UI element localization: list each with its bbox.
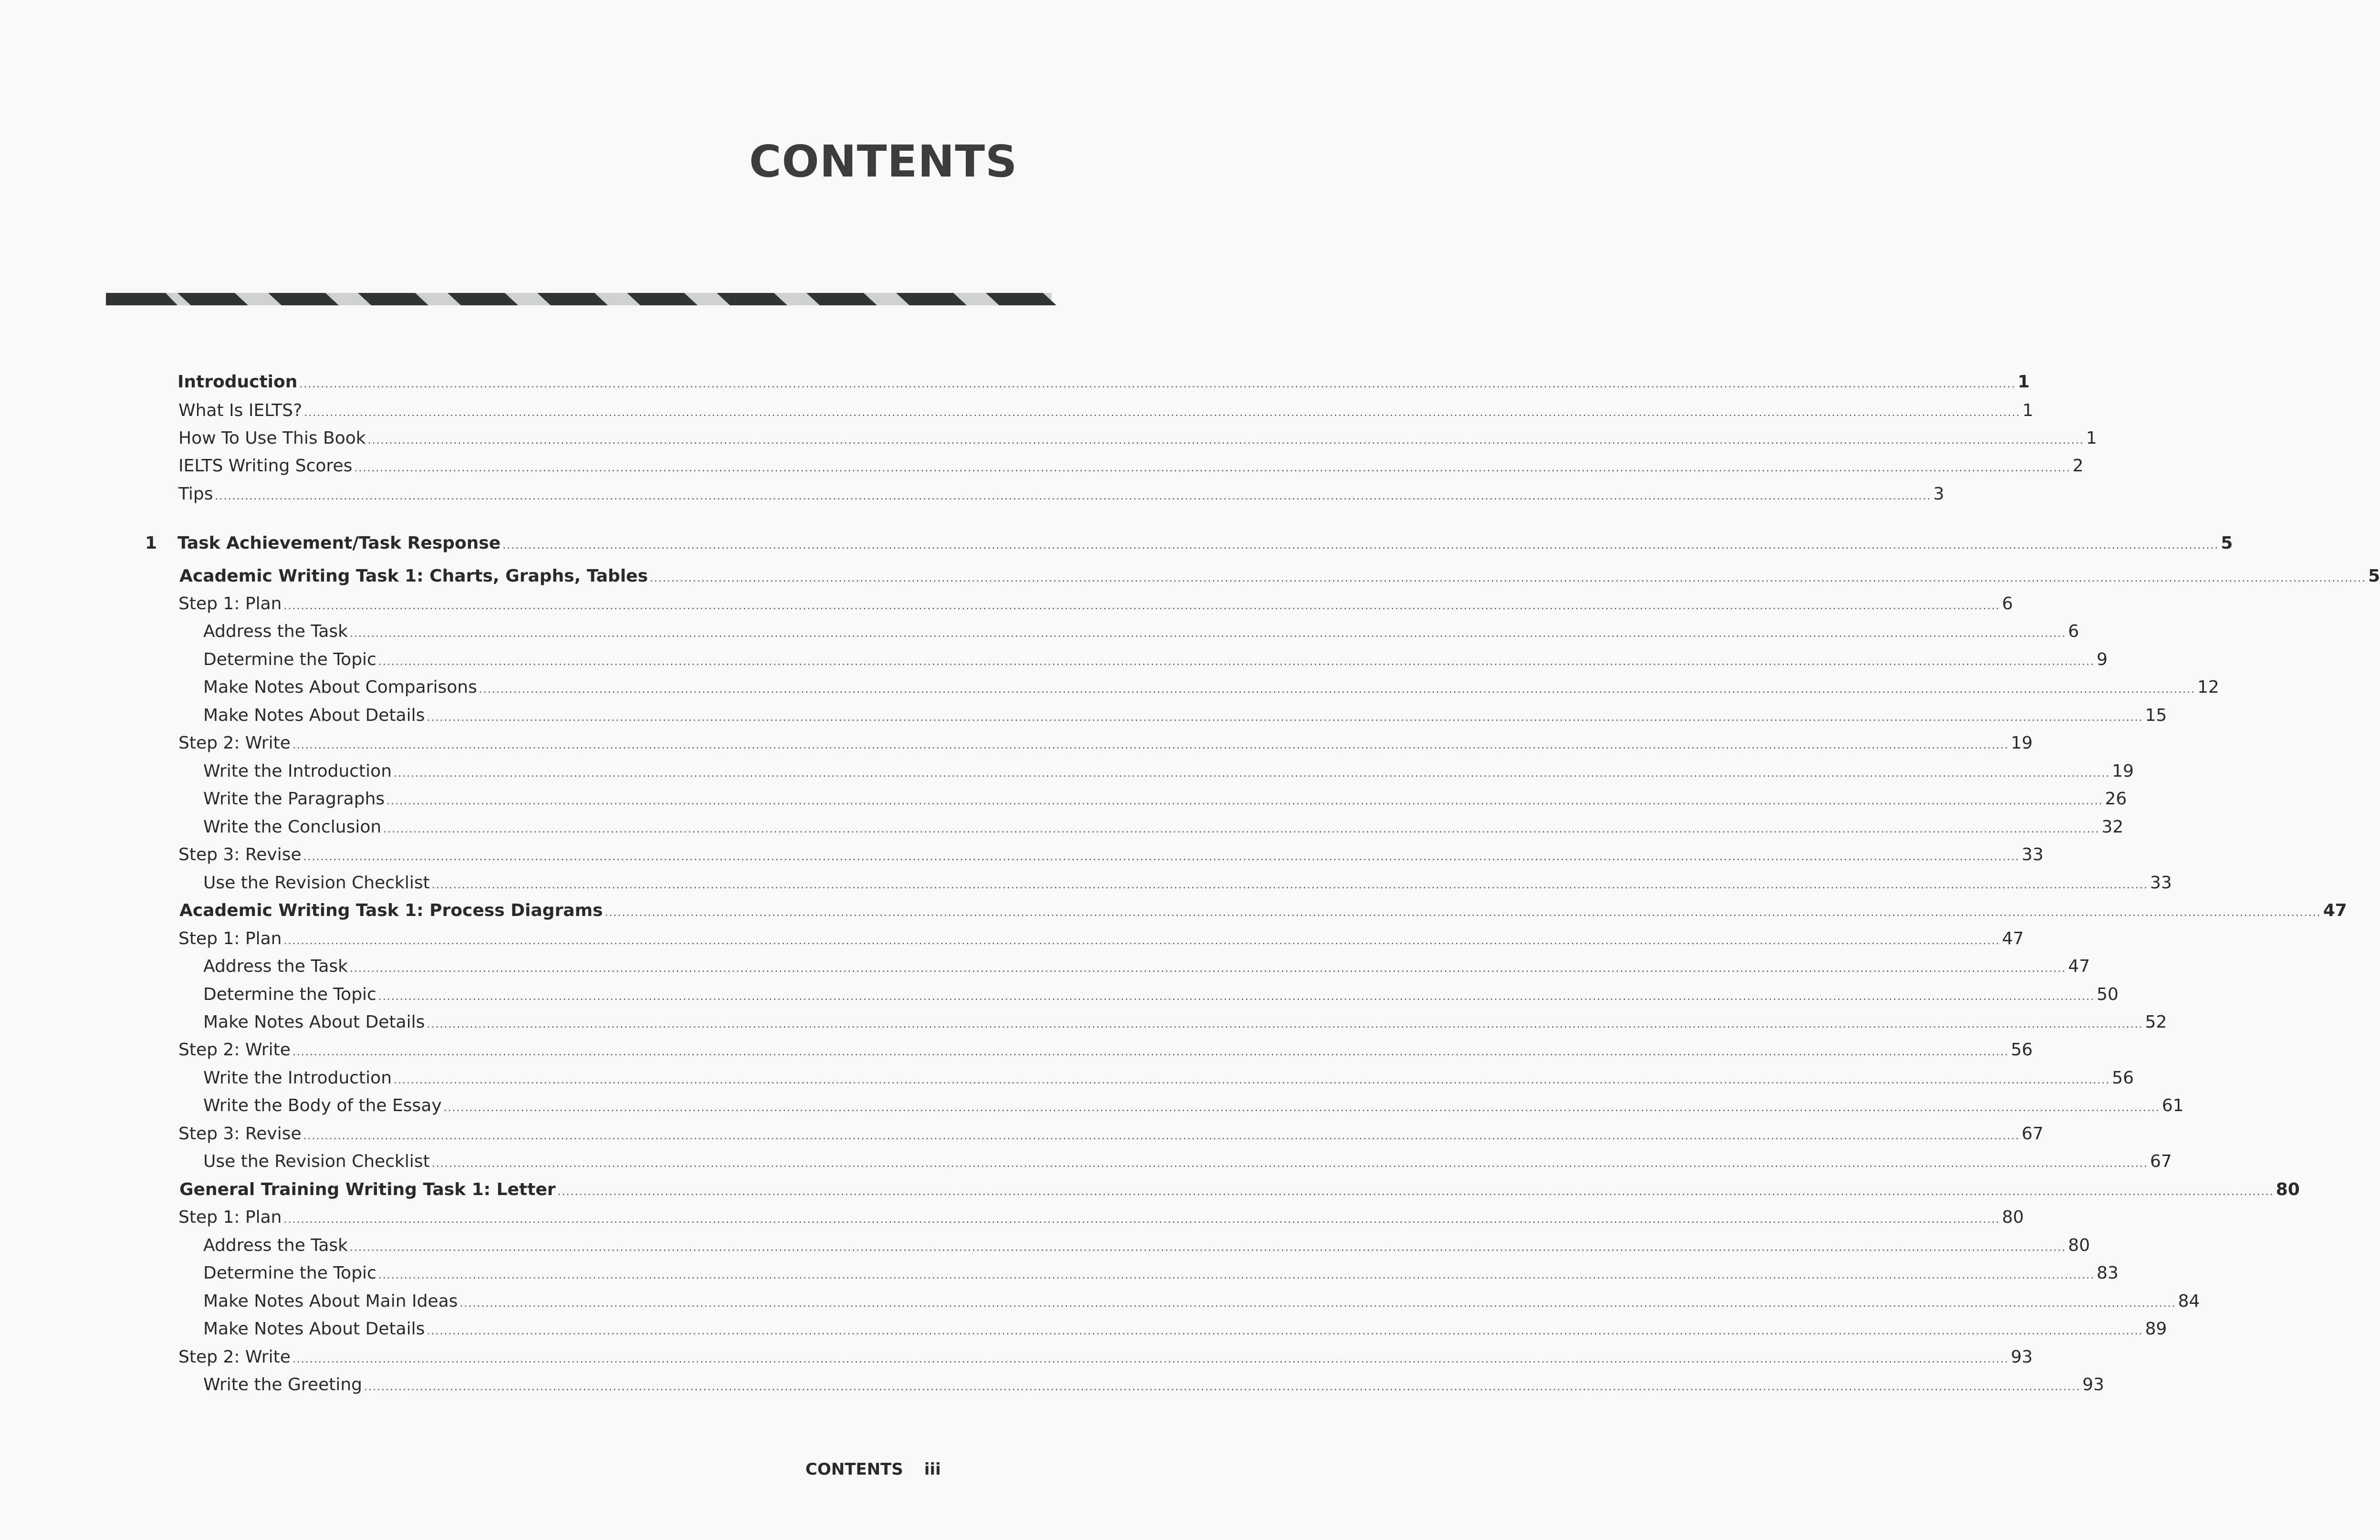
toc-entry [0,401,2034,429]
toc-entry-label: Address the Task [203,622,348,641]
toc-entry-label: Address the Task [203,957,348,976]
toc-entry-page: 6 [2068,622,2079,641]
toc-entry-page: 33 [2150,873,2172,893]
toc-entry-label: Write the Body of the Essay [203,1096,442,1115]
dot-leader: ................................................................................................................................................................................................................................................................................................................................................................................................................ [649,572,2367,584]
dot-leader: ................................................................................................................................................................................................................................................................................................................................................................................................................ [350,963,2067,975]
toc-entry [0,372,2030,401]
toc-entry [0,901,2347,929]
toc-entry-label: Step 2: Write [178,1040,291,1060]
dot-leader: ................................................................................................................................................................................................................................................................................................................................................................................................................ [427,1019,2143,1030]
toc-entry-label: Write the Introduction [203,1068,392,1088]
dot-leader: ................................................................................................................................................................................................................................................................................................................................................................................................................ [292,739,2009,751]
dot-leader: ................................................................................................................................................................................................................................................................................................................................................................................................................ [427,1325,2143,1337]
toc-entry [0,957,2090,985]
toc-entry-page: 12 [2197,677,2219,697]
toc-entry-label: Make Notes About Details [203,1319,425,1339]
dot-leader: ................................................................................................................................................................................................................................................................................................................................................................................................................ [283,935,2000,947]
dot-leader: ................................................................................................................................................................................................................................................................................................................................................................................................................ [304,407,2021,419]
toc-entry-page: 50 [2097,985,2119,1004]
toc-entry [0,929,2024,957]
dot-leader: ................................................................................................................................................................................................................................................................................................................................................................................................................ [283,1214,2000,1226]
toc-entry [0,1263,2119,1292]
toc-entry-label: Use the Revision Checklist [203,873,430,893]
toc-entry-label: Step 1: Plan [178,1207,282,1227]
toc-entry [0,1040,2033,1069]
toc-entry [0,456,2084,485]
toc-entry-label: Write the Conclusion [203,817,382,837]
toc-entry [0,873,2172,902]
dot-leader: ................................................................................................................................................................................................................................................................................................................................................................................................................ [394,1074,2110,1086]
toc-entry [0,1096,2184,1124]
toc-entry-page: 6 [2002,594,2013,614]
toc-entry-page: 15 [2145,706,2167,725]
toc-entry-label: What Is IELTS? [178,401,303,420]
toc-entry-label: Make Notes About Details [203,706,425,725]
dot-leader: ................................................................................................................................................................................................................................................................................................................................................................................................................ [386,795,2103,807]
toc-entry-page: 5 [2221,533,2233,553]
toc-entry-label: Task Achievement/Task Response [177,533,501,553]
toc-entry-page: 52 [2145,1012,2167,1032]
toc-entry-label: Step 3: Revise [178,1124,302,1144]
toc-entry [0,650,2108,678]
dot-leader: ................................................................................................................................................................................................................................................................................................................................................................................................................ [378,656,2095,668]
dot-leader: ................................................................................................................................................................................................................................................................................................................................................................................................................ [427,712,2143,724]
toc-entry-label: Step 1: Plan [178,594,282,614]
footer-section: CONTENTS [805,1460,903,1479]
dot-leader: ................................................................................................................................................................................................................................................................................................................................................................................................................ [299,378,2016,390]
toc-entry-page: 80 [2276,1180,2300,1199]
dot-leader: ................................................................................................................................................................................................................................................................................................................................................................................................................ [443,1102,2160,1114]
toc-entry-label: Determine the Topic [203,1263,376,1283]
dot-leader: ................................................................................................................................................................................................................................................................................................................................................................................................................ [350,628,2067,640]
toc-entry-page: 89 [2145,1319,2167,1339]
toc-entry-page: 83 [2097,1263,2119,1283]
toc-entry-label: Use the Revision Checklist [203,1152,430,1171]
toc-entry-label: Step 2: Write [178,733,291,753]
toc-entry [0,1319,2167,1348]
dot-leader: ................................................................................................................................................................................................................................................................................................................................................................................................................ [215,490,1931,502]
footer-page-number: iii [924,1460,941,1479]
toc-entry [0,1152,2172,1180]
toc-entry [0,1347,2033,1376]
toc-entry-label: Make Notes About Main Ideas [203,1291,458,1311]
toc-entry-label: How To Use This Book [178,428,366,448]
toc-entry [0,1124,2044,1153]
toc-entry-label: Determine the Topic [203,650,376,669]
toc-entry [0,594,2013,623]
toc-entry [0,1207,2024,1236]
toc-entry [0,484,1944,513]
toc-entry-page: 67 [2150,1152,2172,1171]
dot-leader: ................................................................................................................................................................................................................................................................................................................................................................................................................ [479,684,2196,696]
toc-entry-label: IELTS Writing Scores [178,456,353,476]
toc-entry [0,706,2167,734]
toc-entry-page: 61 [2161,1096,2184,1115]
toc-entry [0,817,2124,846]
toc-entry-label: Write the Greeting [203,1375,362,1394]
dot-leader: ................................................................................................................................................................................................................................................................................................................................................................................................................ [292,1353,2009,1365]
page-footer [805,1460,941,1479]
toc-entry [0,761,2134,790]
toc-entry-label: Address the Task [203,1236,348,1255]
toc-entry [0,622,2079,650]
dot-leader: ................................................................................................................................................................................................................................................................................................................................................................................................................ [383,823,2100,835]
toc-entry [0,1180,2300,1208]
toc-entry-label: Academic Writing Task 1: Process Diagrams [179,901,603,920]
toc-entry [0,1375,2105,1404]
dot-leader: ................................................................................................................................................................................................................................................................................................................................................................................................................ [557,1186,2274,1198]
toc-entry-page: 56 [2112,1068,2134,1088]
toc-entry-page: 19 [2011,733,2033,753]
dot-leader: ................................................................................................................................................................................................................................................................................................................................................................................................................ [364,1381,2081,1393]
toc-entry [0,1012,2167,1041]
toc-entry-page: 1 [2022,401,2034,420]
dot-leader: ................................................................................................................................................................................................................................................................................................................................................................................................................ [292,1046,2009,1058]
toc-entry-label: Step 3: Revise [178,845,302,864]
dot-leader: ................................................................................................................................................................................................................................................................................................................................................................................................................ [431,1158,2148,1170]
decorative-stripe-bar [106,292,1052,306]
dot-leader: ................................................................................................................................................................................................................................................................................................................................................................................................................ [367,435,2084,447]
toc-entry-page: 1 [2086,428,2097,448]
toc-entry-label: Step 2: Write [178,1347,291,1367]
dot-leader: ................................................................................................................................................................................................................................................................................................................................................................................................................ [502,540,2219,551]
toc-entry-label: Academic Writing Task 1: Charts, Graphs, Tables [179,566,648,586]
toc-entry [0,845,2044,874]
toc-entry-page: 26 [2105,789,2127,809]
toc-entry-page: 1 [2017,372,2030,392]
toc-entry [0,566,2380,595]
toc-entry-page: 47 [2323,901,2347,920]
dot-leader: ................................................................................................................................................................................................................................................................................................................................................................................................................ [394,768,2110,780]
dot-leader: ................................................................................................................................................................................................................................................................................................................................................................................................................ [354,462,2071,474]
toc-entry-label: Write the Introduction [203,761,392,781]
toc-entry-label: Determine the Topic [203,985,376,1004]
toc-entry-page: 56 [2011,1040,2033,1060]
toc-entry-page: 80 [2068,1236,2090,1255]
toc-entry-page: 67 [2021,1124,2044,1144]
toc-entry-page: 93 [2011,1347,2033,1367]
toc-entry-label: General Training Writing Task 1: Letter [179,1180,556,1199]
toc-entry-page: 84 [2178,1291,2200,1311]
toc-entry-page: 80 [2002,1207,2024,1227]
toc-entry-label: Make Notes About Comparisons [203,677,477,697]
toc-entry-page: 47 [2068,957,2090,976]
chapter-number: 1 [145,533,157,553]
toc-entry-label: Tips [178,484,213,504]
dot-leader: ................................................................................................................................................................................................................................................................................................................................................................................................................ [378,1269,2095,1281]
toc-entry [0,533,2233,562]
toc-entry [0,1068,2134,1097]
toc-entry-page: 32 [2101,817,2124,837]
dot-leader: ................................................................................................................................................................................................................................................................................................................................................................................................................ [431,879,2148,891]
toc-entry-page: 93 [2082,1375,2105,1394]
dot-leader: ................................................................................................................................................................................................................................................................................................................................................................................................................ [283,600,2000,612]
toc-entry-page: 19 [2112,761,2134,781]
dot-leader: ................................................................................................................................................................................................................................................................................................................................................................................................................ [378,991,2095,1003]
toc-entry-label: Step 1: Plan [178,929,282,948]
toc-entry [0,985,2119,1013]
toc-entry [0,733,2033,762]
toc-entry-page: 3 [1933,484,1944,504]
toc-entry [0,1291,2200,1320]
toc-entry [0,677,2219,706]
toc-entry-label: Introduction [177,372,298,392]
toc-entry-page: 5 [2368,566,2380,586]
toc-entry-page: 47 [2002,929,2024,948]
dot-leader: ................................................................................................................................................................................................................................................................................................................................................................................................................ [459,1298,2176,1310]
toc-entry-label: Write the Paragraphs [203,789,385,809]
toc-entry-page: 2 [2072,456,2084,476]
toc-entry-page: 33 [2021,845,2044,864]
dot-leader: ................................................................................................................................................................................................................................................................................................................................................................................................................ [605,907,2321,919]
toc-entry-page: 9 [2097,650,2108,669]
toc-entry [0,428,2097,457]
toc-entry [0,789,2127,818]
dot-leader: ................................................................................................................................................................................................................................................................................................................................................................................................................ [303,1130,2020,1142]
dot-leader: ................................................................................................................................................................................................................................................................................................................................................................................................................ [303,851,2020,863]
toc-entry-label: Make Notes About Details [203,1012,425,1032]
dot-leader: ................................................................................................................................................................................................................................................................................................................................................................................................................ [350,1242,2067,1254]
page-title: CONTENTS [749,136,1018,187]
toc-entry [0,1236,2090,1264]
